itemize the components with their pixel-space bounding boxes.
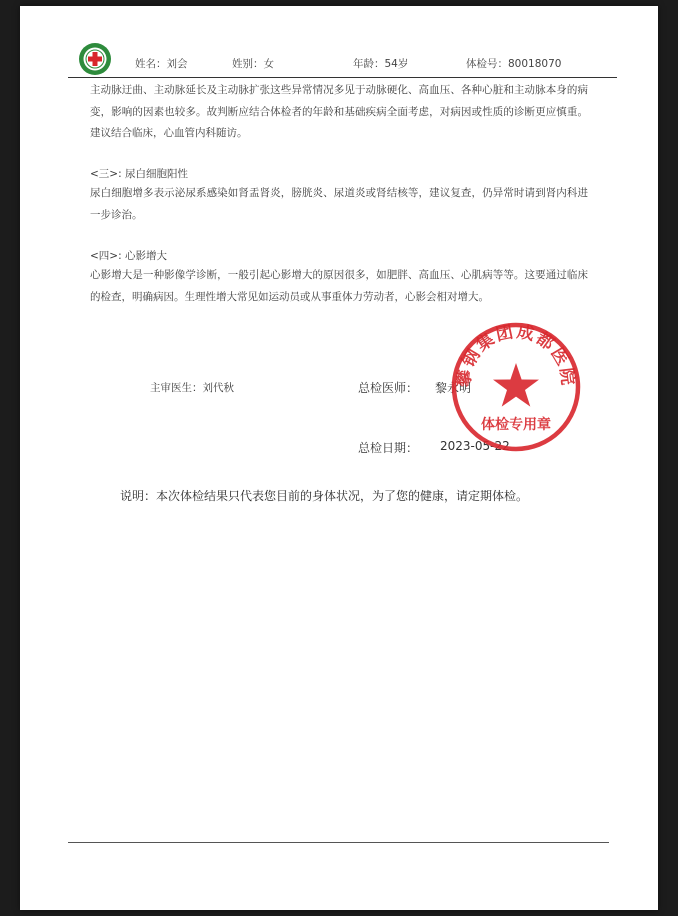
section-4-title: <四>: 心影增大 [90, 250, 167, 262]
exam-date-value: 2023-05-22 [440, 439, 510, 453]
section-3-title: <三>: 尿白细胞阳性 [90, 168, 188, 180]
section-4-paragraph: 心影增大是一种影像学诊断，一般引起心影增大的原因很多，如肥胖、高血压、心肌病等等。这要通过临床的检查，明确病因。生理性增大常见如运动员或从事重体力劳动者，心影会相对增大。 [90, 269, 588, 303]
exam-number: 体检号：80018070 [466, 58, 562, 70]
patient-gender: 姓别：女 [232, 58, 274, 70]
chief-doctor-name: 黎永明 [435, 381, 472, 395]
reviewer-doctor: 主审医生：刘代秋 [150, 382, 234, 394]
patient-age: 年龄：54岁 [353, 58, 409, 70]
report-page [20, 6, 658, 910]
section-3-paragraph: 尿白细胞增多表示泌尿系感染如肾盂肾炎，膀胱炎、尿道炎或肾结核等，建议复查，仍异常时请到肾内科进一步诊治。 [90, 187, 588, 221]
patient-name: 姓名：刘会 [135, 58, 188, 70]
chief-doctor-label: 总检医师： [358, 381, 419, 395]
hospital-logo-icon [78, 42, 112, 76]
hospital-seal-icon [448, 319, 584, 455]
svg-text:攀钢集团成都医院: 攀钢集团成都医院 [454, 321, 578, 389]
section-aorta-paragraph: 主动脉迂曲、主动脉延长及主动脉扩张这些异常情况多见于动脉硬化、高血压、各种心脏和主动脉本身的病变，影响的因素也较多。故判断应结合体检者的年龄和基础疾病全面考虑，对病因或性质的诊断更应慎重。建议结合临床，心血管内科随访。 [90, 84, 588, 139]
svg-text:体检专用章: 体检专用章 [481, 417, 551, 433]
exam-date-label: 总检日期： [358, 441, 419, 455]
header-divider [68, 77, 617, 78]
footer-divider [68, 842, 609, 843]
exam-note: 说明：本次体检结果只代表您目前的身体状况，为了您的健康，请定期体检。 [120, 489, 529, 503]
